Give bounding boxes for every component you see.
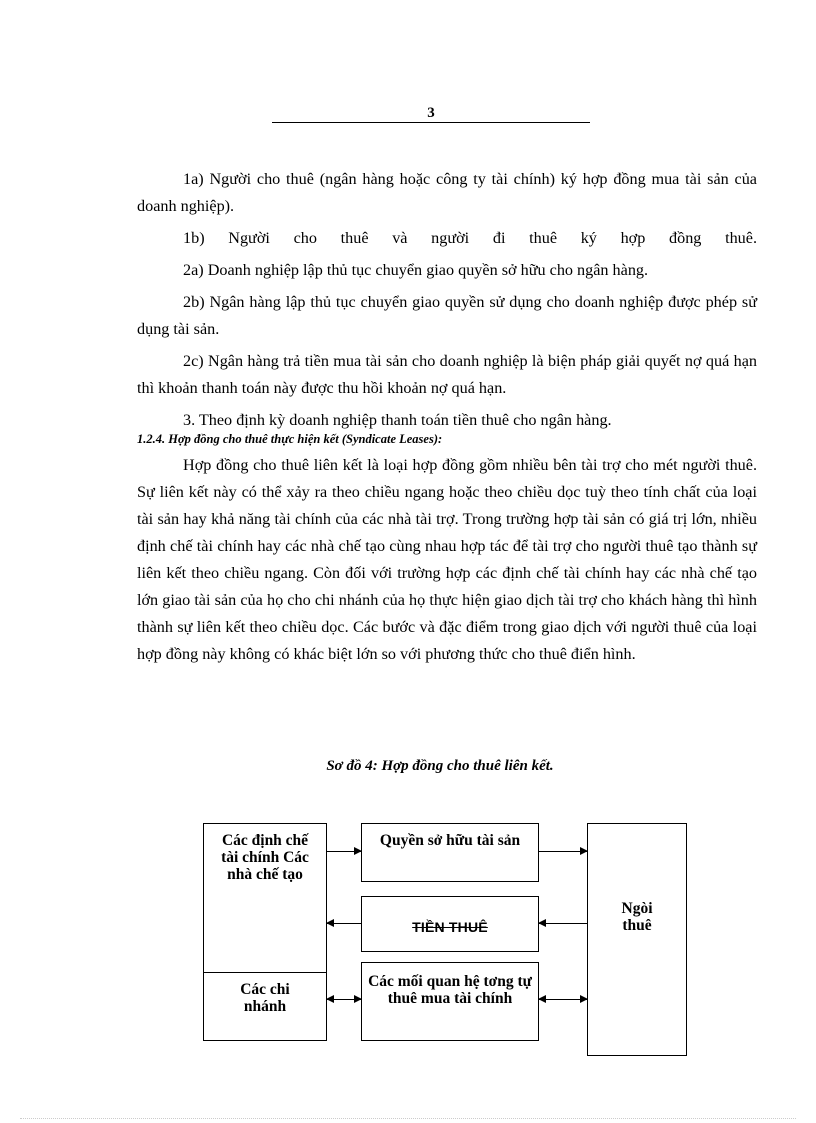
footer-rule [20,1118,796,1119]
paragraph-2a: 2a) Doanh nghiệp lập thủ tục chuyển giao quyền sở hữu cho ngân hàng. [183,261,649,279]
arrowhead-right [580,995,588,1003]
arrow-branches-relations [327,999,361,1000]
paragraph-2b: 2b) Ngân hàng lập thủ tục chuyển giao quyền sử dụng cho doanh nghiệp được phép sử dụng tài sản. [137,293,757,338]
box-branches-label: Các chi nhánh [240,981,290,1015]
box-rent [361,896,539,952]
arrowhead-right [580,847,588,855]
box-institutions-label: Các định chế tài chính Các nhà chế tạo [221,832,309,883]
box-relations-label: Các mối quan hệ tơng tự thuê mua tài chính [368,973,532,1007]
paragraph-3: 3. Theo định kỳ doanh nghiệp thanh toán tiền thuê cho ngân hàng. [183,411,612,429]
arrowhead-left [326,995,334,1003]
box-ownership-label: Quyền sở hữu tài sản [379,832,521,849]
paragraph-2c: 2c) Ngân hàng trả tiền mua tài sản cho doanh nghiệp là biện pháp giải quyết nợ quá hạn thì khoản thanh toán này được thu hồi khoản nợ quá hạn. [137,352,757,397]
box-ownership [361,823,539,882]
page-number: 3 [272,104,590,123]
box-institutions [203,823,327,973]
diagram-title: Sơ đồ 4: Hợp đồng cho thuê liên kết. [326,758,554,774]
section-heading: 1.2.4. Hợp đồng cho thuê thực hiện kết (Syndicate Leases): [137,432,443,446]
arrowhead-right [354,847,362,855]
box-branches [203,972,327,1041]
body-text [137,166,757,668]
arrowhead-left [538,995,546,1003]
section-paragraph: Hợp đồng cho thuê liên kết là loại hợp đồng gồm nhiều bên tài trợ cho mét người thuê. Sự liên kết này có thể xảy ra theo chiều ngang hoặc theo chiều dọc tuỳ theo tính chất của loại tài sản hay khả năng tài chính của các nhà tài trợ. Trong trường hợp tài sản có giá trị lớn, nhiều định chế tài chính hay các nhà chế tạo cùng nhau hợp tác để tài trợ cho người thuê tạo thành sự liên kết theo chiều ngang. Còn đối với trường hợp các định chế tài chính hay các nhà chế tạo lớn giao tài sản của họ cho chi nhánh của họ thực hiện giao dịch tài trợ cho khách hàng thì hình thành sự liên kết theo chiều dọc. Các bước và đặc điểm trong giao dịch với người thuê của loại hợp đồng này không có khác biệt lớn so với phương thức cho thuê điển hình. [137,456,757,663]
box-lessee-label: Ngòi thuê [621,900,653,934]
arrow-rent-to-institutions [327,923,361,924]
box-relations [361,962,539,1041]
arrow-lessee-to-rent [539,923,587,924]
arrowhead-left [326,919,334,927]
arrowhead-right [354,995,362,1003]
paragraph-1b: 1b) Người cho thuê và người đi thuê ký hợp đồng thuê. [183,229,757,247]
arrowhead-left [538,919,546,927]
arrow-ownership-to-lessee [539,851,587,852]
paragraph-1a: 1a) Người cho thuê (ngân hàng hoặc công ty tài chính) ký hợp đồng mua tài sản của doanh nghiệp). [137,170,757,215]
box-lessee [587,823,687,1056]
box-rent-label: TIỀN THUÊ [412,919,488,935]
arrow-relations-lessee [539,999,587,1000]
arrow-institutions-to-ownership [327,851,361,852]
